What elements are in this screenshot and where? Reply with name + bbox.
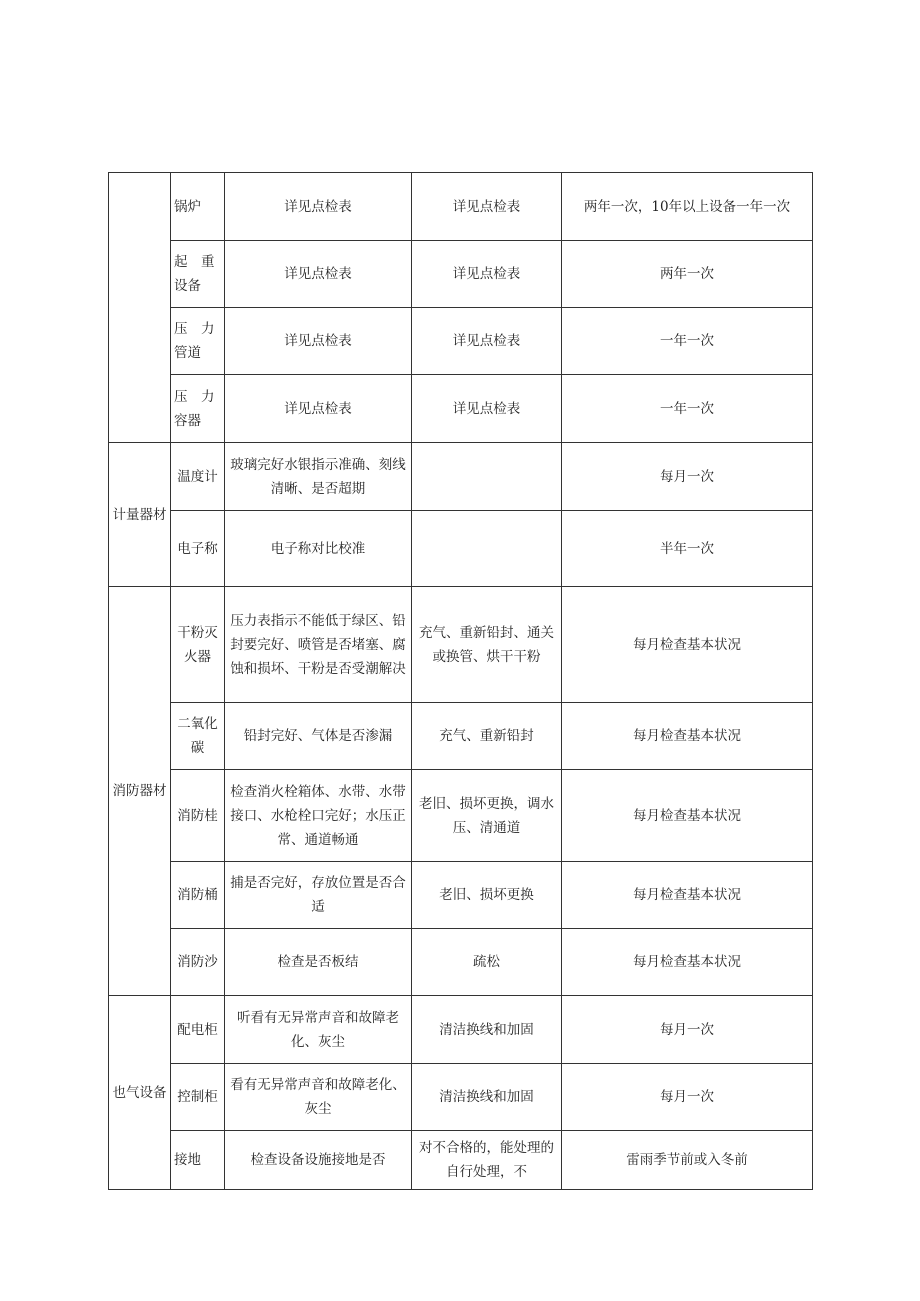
cycle-cell: 半年一次 [562, 511, 813, 587]
item-cell: 压 力管道 [171, 308, 225, 375]
table-row [109, 1064, 813, 1131]
method-cell [412, 511, 562, 587]
cycle-cell: 每月一次 [562, 996, 813, 1064]
cycle-cell: 每月检查基本状况 [562, 703, 813, 770]
table-row [109, 173, 813, 241]
content-cell: 看有无异常声音和故障老化、灰尘 [225, 1064, 412, 1131]
table-row [109, 241, 813, 308]
item-cell: 电子称 [171, 511, 225, 587]
item-cell: 锅炉 [171, 173, 225, 241]
table-row [109, 375, 813, 443]
content-cell: 详见点检表 [225, 173, 412, 241]
content-cell: 检查是否板结 [225, 929, 412, 996]
cycle-cell: 每月检查基本状况 [562, 862, 813, 929]
cycle-cell: 每月检查基本状况 [562, 929, 813, 996]
content-cell: 检查设备设施接地是否 [225, 1131, 412, 1190]
method-cell: 清洁换线和加固 [412, 1064, 562, 1131]
category-cell: 消防器材 [109, 587, 171, 996]
table-row [109, 929, 813, 996]
item-cell: 消防桂 [171, 770, 225, 862]
item-cell: 干粉灭火器 [171, 587, 225, 703]
content-cell: 详见点检表 [225, 308, 412, 375]
content-cell: 玻璃完好水银指示准确、刻线清晰、是否超期 [225, 443, 412, 511]
cycle-cell: 一年一次 [562, 375, 813, 443]
cycle-cell: 两年一次 [562, 241, 813, 308]
item-cell: 起 重设备 [171, 241, 225, 308]
category-cell: 也气设备 [109, 996, 171, 1190]
method-cell [412, 443, 562, 511]
item-cell: 消防桶 [171, 862, 225, 929]
inspection-table [108, 172, 813, 1190]
cycle-cell: 每月一次 [562, 443, 813, 511]
table-row [109, 1131, 813, 1190]
category-cell: 计量器材 [109, 443, 171, 587]
method-cell: 老旧、损坏更换，调水压、清通道 [412, 770, 562, 862]
content-cell: 压力表指示不能低于绿区、铅封要完好、喷管是否堵塞、腐蚀和损坏、干粉是否受潮解决 [225, 587, 412, 703]
method-cell: 充气、重新铅封、通关或换管、烘干干粉 [412, 587, 562, 703]
item-cell: 温度计 [171, 443, 225, 511]
item-cell: 控制柜 [171, 1064, 225, 1131]
table-row [109, 770, 813, 862]
method-cell: 对不合格的，能处理的自行处理，不 [412, 1131, 562, 1190]
method-cell: 详见点检表 [412, 308, 562, 375]
cycle-cell: 每月一次 [562, 1064, 813, 1131]
table-row [109, 308, 813, 375]
method-cell: 详见点检表 [412, 241, 562, 308]
method-cell: 老旧、损坏更换 [412, 862, 562, 929]
content-cell: 听看有无异常声音和故障老化、灰尘 [225, 996, 412, 1064]
table-row [109, 996, 813, 1064]
cycle-cell: 一年一次 [562, 308, 813, 375]
item-cell: 配电柜 [171, 996, 225, 1064]
method-cell: 详见点检表 [412, 375, 562, 443]
item-cell: 接地 [171, 1131, 225, 1190]
category-cell [109, 173, 171, 443]
item-cell: 消防沙 [171, 929, 225, 996]
cycle-cell: 雷雨季节前或入冬前 [562, 1131, 813, 1190]
content-cell: 捕是否完好，存放位置是否合适 [225, 862, 412, 929]
table-row [109, 587, 813, 703]
table-row [109, 703, 813, 770]
table-row [109, 511, 813, 587]
method-cell: 疏松 [412, 929, 562, 996]
content-cell: 详见点检表 [225, 241, 412, 308]
method-cell: 充气、重新铅封 [412, 703, 562, 770]
item-cell: 二氧化碳 [171, 703, 225, 770]
content-cell: 电子称对比校准 [225, 511, 412, 587]
cycle-cell: 每月检查基本状况 [562, 770, 813, 862]
method-cell: 详见点检表 [412, 173, 562, 241]
cycle-cell: 每月检查基本状况 [562, 587, 813, 703]
method-cell: 清洁换线和加固 [412, 996, 562, 1064]
table-row [109, 443, 813, 511]
content-cell: 详见点检表 [225, 375, 412, 443]
item-cell: 压 力容器 [171, 375, 225, 443]
content-cell: 检查消火栓箱体、水带、水带接口、水枪栓口完好；水压正常、通道畅通 [225, 770, 412, 862]
content-cell: 铅封完好、气体是否渗漏 [225, 703, 412, 770]
table-row [109, 862, 813, 929]
cycle-cell: 两年一次，10年以上设备一年一次 [562, 173, 813, 241]
